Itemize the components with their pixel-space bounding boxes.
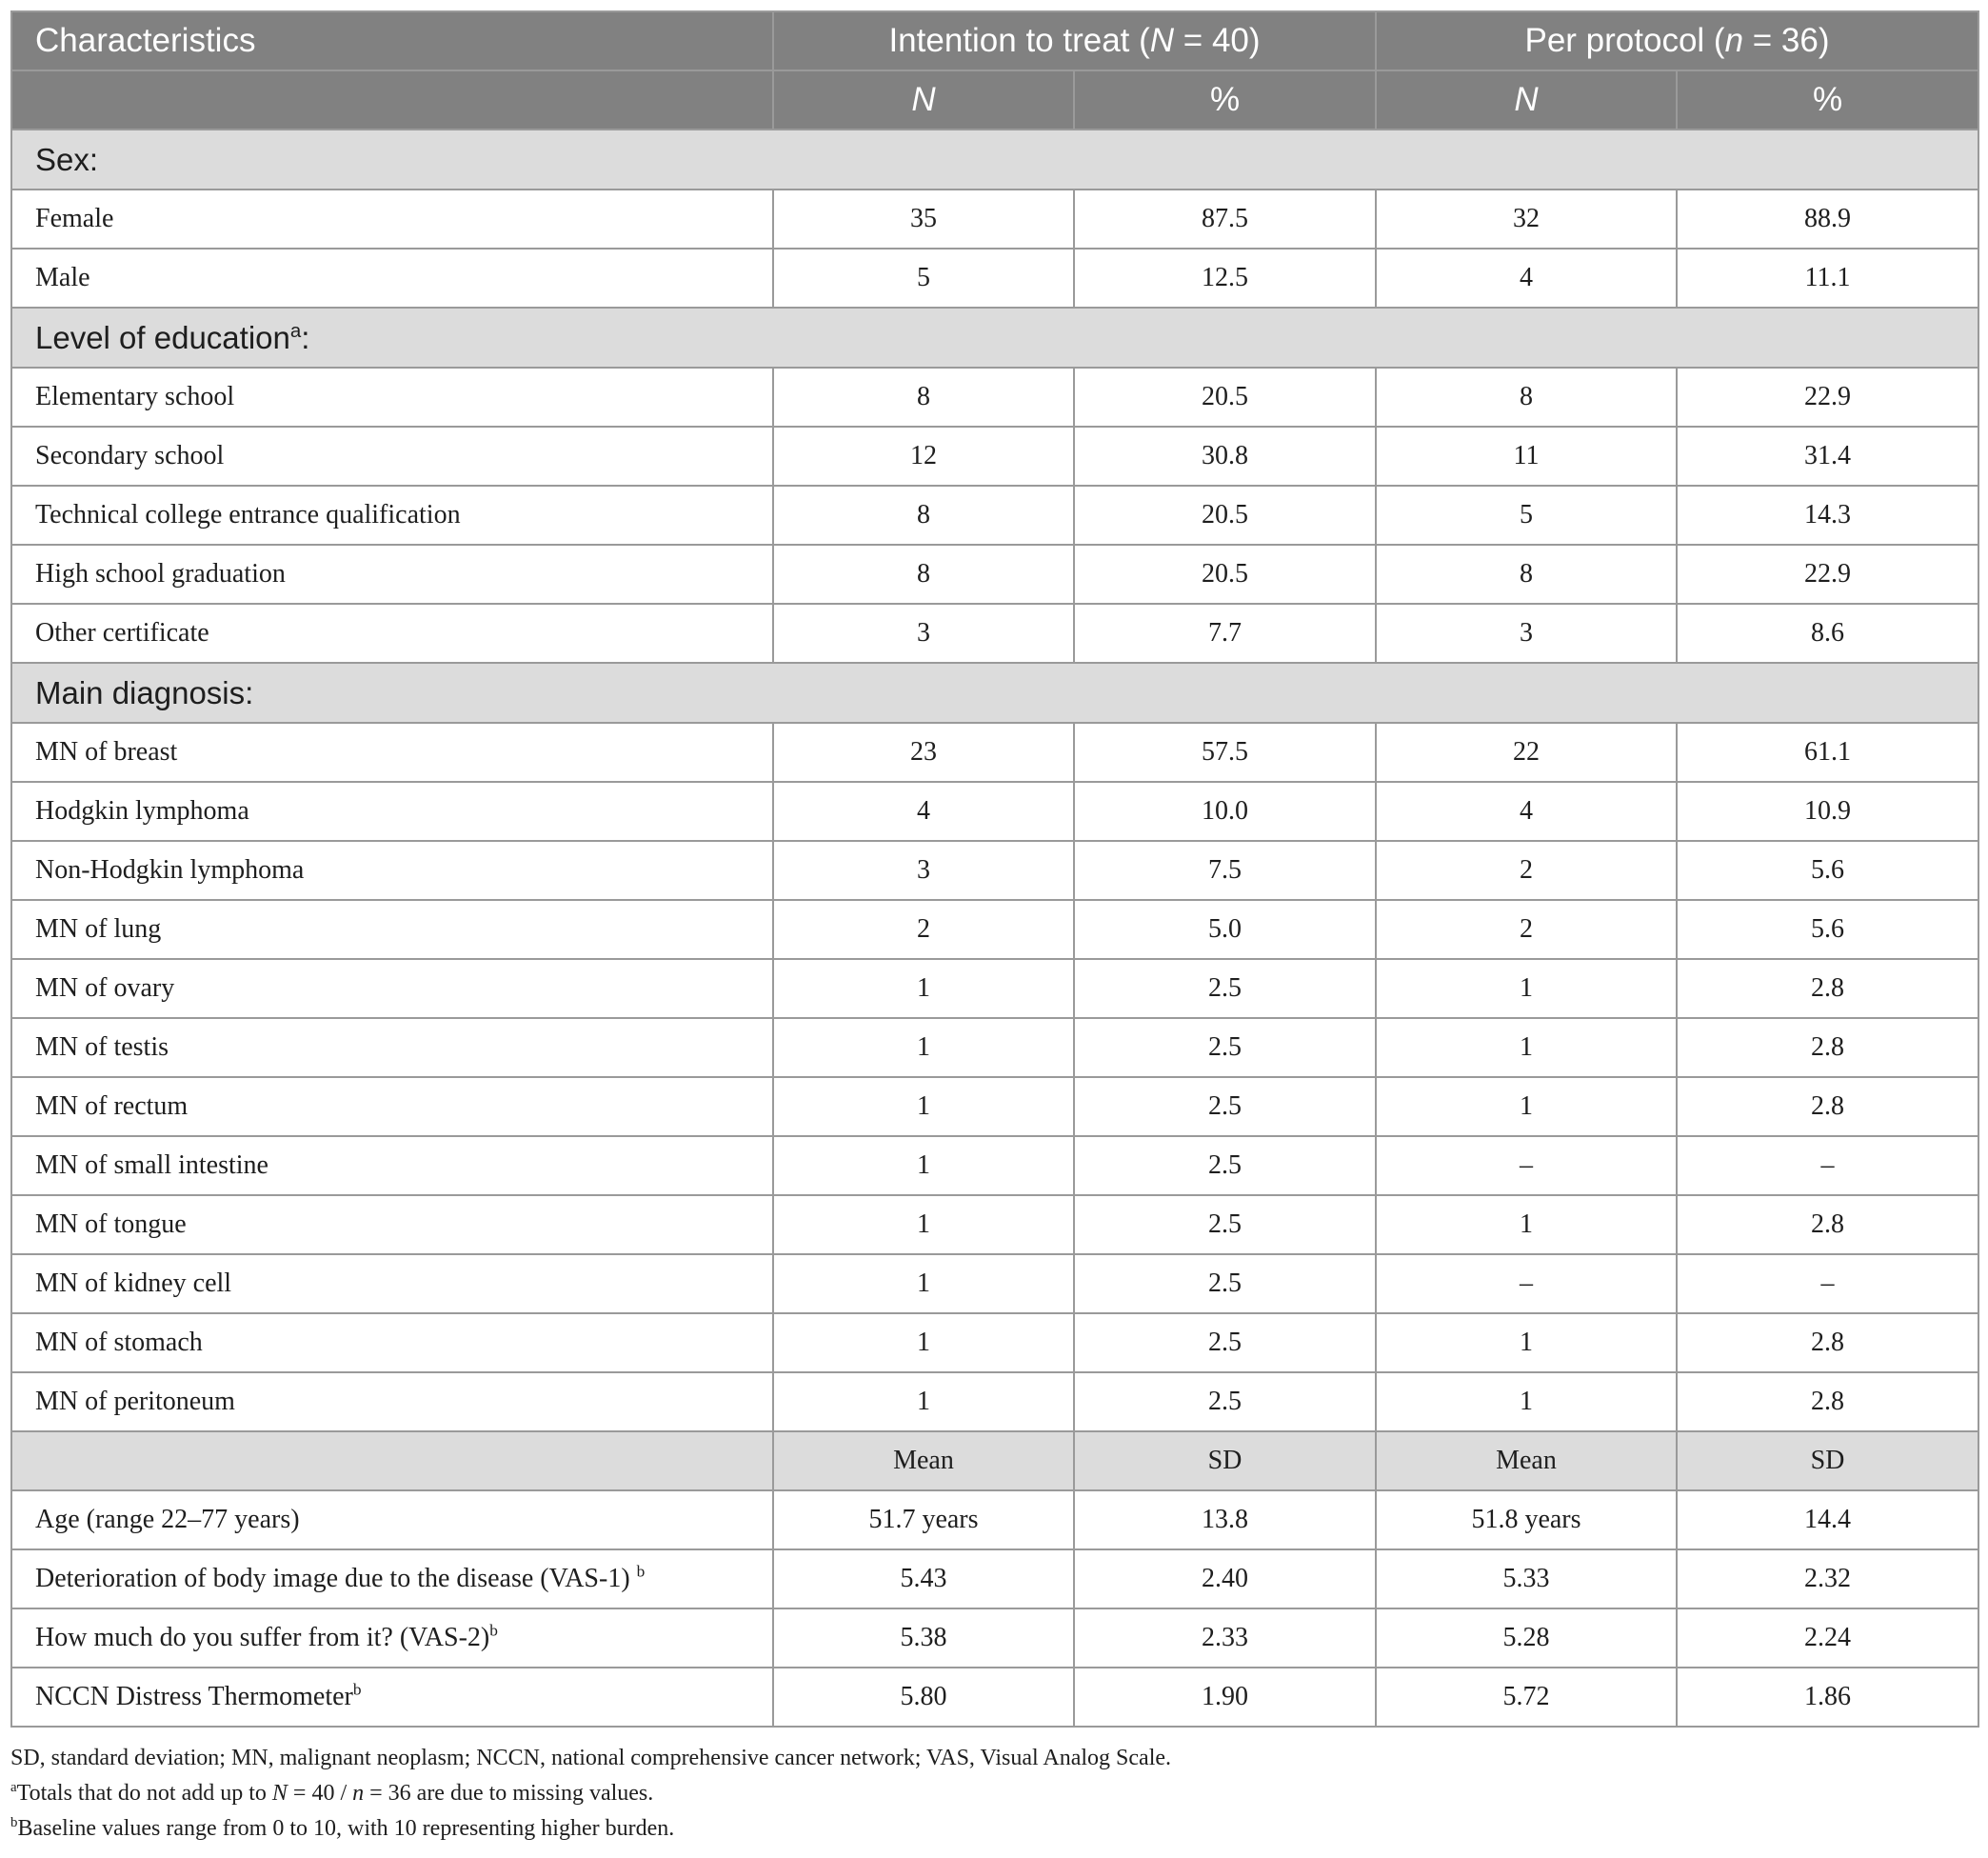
row-value-v4: 61.1 — [1677, 723, 1978, 782]
table-row — [11, 545, 1978, 604]
stats-subheader-itt-mean: Mean — [773, 1431, 1074, 1490]
footnote-a-N: N — [271, 1781, 288, 1806]
subheader-empty — [11, 70, 773, 130]
row-value-v4: 31.4 — [1677, 427, 1978, 486]
row-label-text: Elementary school — [35, 382, 235, 411]
row-value-v4: – — [1677, 1136, 1978, 1195]
row-label — [11, 1136, 773, 1195]
row-label — [11, 1254, 773, 1313]
table-row — [11, 368, 1978, 427]
row-value-v4: 2.8 — [1677, 1313, 1978, 1372]
row-value-v2: 2.33 — [1074, 1608, 1376, 1668]
row-value-v1: 3 — [773, 604, 1074, 663]
row-value-v3: – — [1376, 1136, 1677, 1195]
row-label-text: MN of peritoneum — [35, 1387, 235, 1416]
row-label-text: How much do you suffer from it? (VAS-2) — [35, 1623, 490, 1652]
stats-subheader-pp-sd: SD — [1677, 1431, 1978, 1490]
row-value-v3: 32 — [1376, 190, 1677, 249]
row-label-text: Hodgkin lymphoma — [35, 796, 249, 826]
subheader-pp-n — [1376, 70, 1677, 130]
row-label — [11, 545, 773, 604]
row-label — [11, 1313, 773, 1372]
section-sex — [11, 130, 1978, 190]
row-value-v2: 2.5 — [1074, 959, 1376, 1018]
row-value-v3: 1 — [1376, 959, 1677, 1018]
row-value-v1: 1 — [773, 1018, 1074, 1077]
table-row — [11, 190, 1978, 249]
row-value-v1: 1 — [773, 1313, 1074, 1372]
stats-subheader-empty — [11, 1431, 773, 1490]
row-value-v3: 8 — [1376, 545, 1677, 604]
footnote-a-post: = 36 are due to missing values. — [364, 1781, 654, 1806]
row-label-text: MN of small intestine — [35, 1150, 268, 1180]
row-value-v1: 1 — [773, 959, 1074, 1018]
row-value-v4: 5.6 — [1677, 900, 1978, 959]
row-value-v2: 1.90 — [1074, 1668, 1376, 1727]
row-label — [11, 1077, 773, 1136]
row-value-v4: 2.32 — [1677, 1549, 1978, 1608]
row-value-v3: 5.33 — [1376, 1549, 1677, 1608]
row-label-text: Age (range 22–77 years) — [35, 1505, 300, 1534]
row-label-text: MN of tongue — [35, 1209, 187, 1239]
table-row — [11, 1668, 1978, 1727]
row-value-v1: 23 — [773, 723, 1074, 782]
row-value-v1: 5.43 — [773, 1549, 1074, 1608]
footnote-a — [10, 1776, 1978, 1811]
row-value-v2: 20.5 — [1074, 368, 1376, 427]
footnote-a-mark: a — [10, 1780, 17, 1795]
row-label-text: Secondary school — [35, 441, 225, 470]
row-value-v3: 1 — [1376, 1195, 1677, 1254]
row-value-v1: 8 — [773, 368, 1074, 427]
row-value-v3: 2 — [1376, 841, 1677, 900]
header-intention-to-treat — [773, 11, 1376, 70]
header-row — [11, 11, 1978, 70]
row-label-text: High school graduation — [35, 559, 286, 589]
row-label — [11, 1018, 773, 1077]
row-label-text: Deterioration of body image due to the disease (VAS-1) — [35, 1564, 637, 1593]
row-value-v2: 2.5 — [1074, 1372, 1376, 1431]
row-label-text: Non-Hodgkin lymphoma — [35, 855, 305, 885]
table-row — [11, 1018, 1978, 1077]
row-value-v2: 30.8 — [1074, 427, 1376, 486]
table-row — [11, 959, 1978, 1018]
stats-subheader-row — [11, 1431, 1978, 1490]
row-value-v2: 7.7 — [1074, 604, 1376, 663]
row-label-text: Other certificate — [35, 618, 209, 648]
row-label-text: MN of rectum — [35, 1091, 189, 1121]
row-label-text: MN of testis — [35, 1032, 169, 1062]
row-value-v3: 4 — [1376, 249, 1677, 308]
row-value-v3: 1 — [1376, 1018, 1677, 1077]
table-row — [11, 782, 1978, 841]
row-label — [11, 1372, 773, 1431]
characteristics-table — [10, 10, 1979, 1728]
table-row — [11, 1608, 1978, 1668]
footnote-b — [10, 1811, 1978, 1847]
table-row — [11, 486, 1978, 545]
row-label-text: NCCN Distress Thermometer — [35, 1682, 353, 1711]
itt-value: = 40) — [1174, 22, 1261, 59]
pp-n-label: N — [1514, 81, 1539, 118]
row-value-v3: 1 — [1376, 1372, 1677, 1431]
row-value-v1: 5.38 — [773, 1608, 1074, 1668]
row-value-v2: 2.5 — [1074, 1195, 1376, 1254]
row-value-v4: 22.9 — [1677, 545, 1978, 604]
row-label-text: Technical college entrance qualification — [35, 500, 461, 529]
row-value-v4: 2.8 — [1677, 1372, 1978, 1431]
row-label-text: MN of kidney cell — [35, 1269, 232, 1298]
row-label — [11, 190, 773, 249]
row-value-v3: 5.28 — [1376, 1608, 1677, 1668]
table-footnotes — [10, 1741, 1978, 1847]
row-label — [11, 841, 773, 900]
education-colon: : — [301, 319, 310, 355]
row-value-v2: 10.0 — [1074, 782, 1376, 841]
row-label — [11, 959, 773, 1018]
row-footnote-mark: b — [352, 1680, 362, 1699]
row-value-v1: 1 — [773, 1254, 1074, 1313]
row-value-v4: 88.9 — [1677, 190, 1978, 249]
table-row — [11, 1077, 1978, 1136]
row-value-v3: 22 — [1376, 723, 1677, 782]
row-value-v1: 1 — [773, 1077, 1074, 1136]
table-row — [11, 1549, 1978, 1608]
row-footnote-mark: b — [636, 1562, 646, 1581]
row-label — [11, 900, 773, 959]
row-value-v2: 87.5 — [1074, 190, 1376, 249]
row-label — [11, 249, 773, 308]
section-diagnosis — [11, 663, 1978, 723]
row-value-v4: 2.8 — [1677, 1018, 1978, 1077]
education-label-text: Level of education — [35, 319, 290, 355]
stats-subheader-pp-mean: Mean — [1376, 1431, 1677, 1490]
row-value-v4: 2.24 — [1677, 1608, 1978, 1668]
row-label — [11, 1549, 773, 1608]
table-row — [11, 841, 1978, 900]
row-value-v2: 7.5 — [1074, 841, 1376, 900]
row-value-v4: – — [1677, 1254, 1978, 1313]
table-row — [11, 723, 1978, 782]
education-footnote-mark: a — [289, 319, 302, 342]
row-value-v3: 1 — [1376, 1313, 1677, 1372]
row-value-v3: 5 — [1376, 486, 1677, 545]
pp-symbol: n — [1724, 22, 1744, 59]
subheader-row — [11, 70, 1978, 130]
row-value-v2: 2.5 — [1074, 1077, 1376, 1136]
row-value-v1: 1 — [773, 1195, 1074, 1254]
row-label-text: MN of stomach — [35, 1328, 203, 1357]
row-value-v1: 12 — [773, 427, 1074, 486]
row-value-v2: 20.5 — [1074, 486, 1376, 545]
row-value-v4: 14.4 — [1677, 1490, 1978, 1549]
row-value-v3: 51.8 years — [1376, 1490, 1677, 1549]
table-row — [11, 249, 1978, 308]
subheader-itt-percent: % — [1074, 70, 1376, 130]
row-value-v4: 10.9 — [1677, 782, 1978, 841]
row-value-v1: 5 — [773, 249, 1074, 308]
stats-subheader-itt-sd: SD — [1074, 1431, 1376, 1490]
row-value-v1: 8 — [773, 545, 1074, 604]
row-label — [11, 782, 773, 841]
row-value-v2: 2.5 — [1074, 1136, 1376, 1195]
itt-n-label: N — [911, 81, 936, 118]
row-value-v1: 4 — [773, 782, 1074, 841]
footnote-a-pre: Totals that do not add up to — [16, 1781, 272, 1806]
row-label — [11, 368, 773, 427]
footnote-b-mark: b — [10, 1815, 18, 1830]
row-label-text: Male — [35, 263, 90, 292]
row-value-v3: 1 — [1376, 1077, 1677, 1136]
row-value-v2: 12.5 — [1074, 249, 1376, 308]
row-label-text: MN of ovary — [35, 973, 175, 1003]
row-value-v2: 13.8 — [1074, 1490, 1376, 1549]
pp-value: = 36) — [1743, 22, 1830, 59]
table-row — [11, 1490, 1978, 1549]
table-row — [11, 1254, 1978, 1313]
row-value-v1: 2 — [773, 900, 1074, 959]
row-value-v1: 3 — [773, 841, 1074, 900]
row-value-v2: 57.5 — [1074, 723, 1376, 782]
pp-label: Per protocol ( — [1524, 22, 1725, 59]
header-characteristics: Characteristics — [11, 11, 773, 70]
subheader-itt-n — [773, 70, 1074, 130]
row-value-v3: – — [1376, 1254, 1677, 1313]
row-value-v1: 1 — [773, 1136, 1074, 1195]
row-label — [11, 723, 773, 782]
footnote-a-mid: = 40 / — [287, 1781, 353, 1806]
row-value-v2: 5.0 — [1074, 900, 1376, 959]
row-value-v4: 14.3 — [1677, 486, 1978, 545]
subheader-pp-percent: % — [1677, 70, 1978, 130]
row-label — [11, 1490, 773, 1549]
row-value-v2: 2.5 — [1074, 1254, 1376, 1313]
row-value-v3: 4 — [1376, 782, 1677, 841]
row-value-v3: 11 — [1376, 427, 1677, 486]
table-row — [11, 900, 1978, 959]
row-value-v4: 2.8 — [1677, 959, 1978, 1018]
row-value-v2: 2.5 — [1074, 1313, 1376, 1372]
row-value-v4: 2.8 — [1677, 1195, 1978, 1254]
footnote-b-text: Baseline values range from 0 to 10, with 10 representing higher burden. — [17, 1816, 675, 1841]
characteristics-table-container — [10, 10, 1978, 1847]
row-value-v4: 5.6 — [1677, 841, 1978, 900]
row-value-v1: 5.80 — [773, 1668, 1074, 1727]
row-value-v2: 2.5 — [1074, 1018, 1376, 1077]
section-education — [11, 308, 1978, 368]
table-body — [11, 130, 1978, 1727]
footnote-a-n: n — [352, 1781, 365, 1806]
section-diagnosis-label: Main diagnosis: — [11, 663, 1978, 723]
row-label-text: MN of breast — [35, 737, 178, 767]
row-label — [11, 1608, 773, 1668]
table-row — [11, 427, 1978, 486]
table-row — [11, 1136, 1978, 1195]
row-value-v4: 8.6 — [1677, 604, 1978, 663]
row-value-v2: 2.40 — [1074, 1549, 1376, 1608]
row-label — [11, 1668, 773, 1727]
row-footnote-mark: b — [489, 1621, 498, 1640]
row-label-text: MN of lung — [35, 914, 162, 944]
table-row — [11, 1195, 1978, 1254]
table-row — [11, 1313, 1978, 1372]
row-value-v2: 20.5 — [1074, 545, 1376, 604]
row-value-v4: 2.8 — [1677, 1077, 1978, 1136]
row-value-v1: 1 — [773, 1372, 1074, 1431]
row-value-v3: 3 — [1376, 604, 1677, 663]
row-value-v1: 35 — [773, 190, 1074, 249]
row-value-v3: 2 — [1376, 900, 1677, 959]
section-sex-label: Sex: — [11, 130, 1978, 190]
row-label — [11, 604, 773, 663]
table-row — [11, 604, 1978, 663]
table-row — [11, 1372, 1978, 1431]
row-value-v4: 11.1 — [1677, 249, 1978, 308]
row-value-v3: 8 — [1376, 368, 1677, 427]
row-value-v1: 51.7 years — [773, 1490, 1074, 1549]
row-value-v4: 1.86 — [1677, 1668, 1978, 1727]
row-label — [11, 486, 773, 545]
row-value-v4: 22.9 — [1677, 368, 1978, 427]
row-value-v1: 8 — [773, 486, 1074, 545]
row-label — [11, 1195, 773, 1254]
itt-symbol: N — [1149, 22, 1175, 59]
itt-label: Intention to treat ( — [888, 22, 1150, 59]
row-value-v3: 5.72 — [1376, 1668, 1677, 1727]
row-label — [11, 427, 773, 486]
header-per-protocol — [1376, 11, 1978, 70]
section-education-label — [11, 308, 1978, 368]
footnote-abbreviations: SD, standard deviation; MN, malignant neoplasm; NCCN, national comprehensive cancer network; VAS, Visual Analog Scale. — [10, 1746, 1172, 1770]
row-label-text: Female — [35, 204, 114, 233]
